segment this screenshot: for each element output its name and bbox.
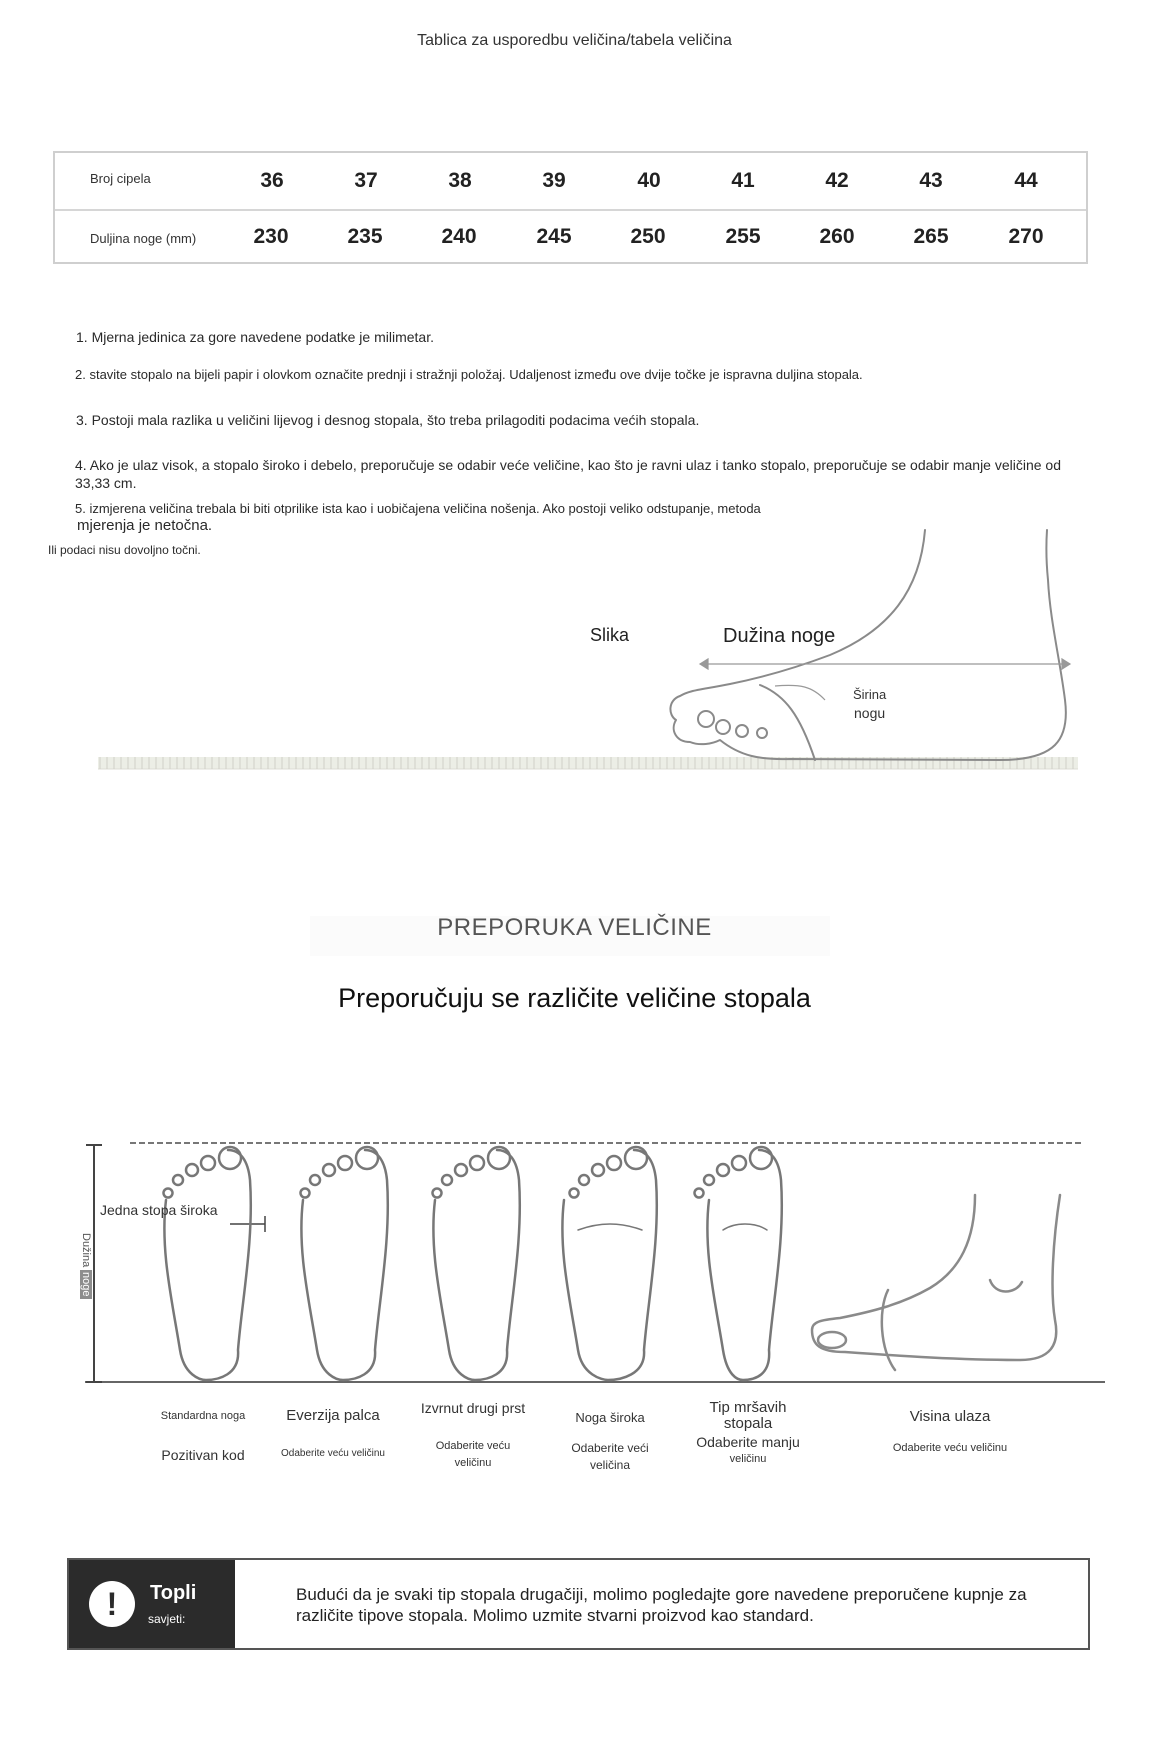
note-5: 5. izmjerena veličina trebala bi biti otprilike ista kao i uobičajena veličina nošenja. Ako postoji veliko odstupanje, metoda xyxy=(75,501,761,516)
table-cell: 41 xyxy=(731,169,755,192)
foot-width-label-2: nogu xyxy=(854,705,886,721)
foot-type-name: Visina ulaza xyxy=(909,1408,991,1425)
table-cell: 43 xyxy=(919,169,943,192)
table-cell: 250 xyxy=(630,225,666,248)
foot-type-advice: Odaberite veću veličinu xyxy=(892,1442,1008,1454)
foot-type-advice: Odaberite manju xyxy=(696,1434,800,1450)
table-cell: 42 xyxy=(825,169,849,192)
foot-type-name: Noga široka xyxy=(575,1410,645,1425)
hallux-valgus-foot-icon xyxy=(301,1147,388,1380)
instep-foot-icon xyxy=(812,1195,1060,1370)
tips-header xyxy=(69,1560,235,1648)
table-cell: 230 xyxy=(253,225,289,248)
table-cell: 270 xyxy=(1008,225,1044,248)
foot-type-advice: Odaberite veću veličinu xyxy=(435,1440,511,1469)
note-3: 3. Postoji mala razlika u veličini lijevog i desnog stopala, što treba prilagoditi podacima većih stopala. xyxy=(76,412,700,428)
row-label-shoe-size: Broj cipela xyxy=(90,171,151,186)
foot-type-advice: Odaberite veći veličina xyxy=(571,1441,649,1472)
length-arrow-icon xyxy=(700,659,1070,669)
exclamation-icon: ! xyxy=(89,1581,135,1627)
foot-type-advice-2: veličinu xyxy=(729,1453,767,1465)
foot-type-name: Everzija palca xyxy=(286,1407,380,1424)
tips-title: Topli xyxy=(150,1582,197,1604)
table-cell: 240 xyxy=(441,225,477,248)
table-cell: 40 xyxy=(637,169,661,192)
length-word: Dužina xyxy=(80,1233,92,1268)
foot-type-name: Standardna noga xyxy=(160,1410,246,1422)
row-label-foot-length: Duljina noge (mm) xyxy=(90,231,197,246)
foot-length-annotation xyxy=(78,1233,92,1299)
standard-foot-icon xyxy=(164,1147,251,1380)
table-cell: 36 xyxy=(260,169,284,192)
page-title: Tablica za usporedbu veličina/tabela veličina xyxy=(417,32,732,49)
table-cell: 260 xyxy=(819,225,855,248)
width-arrow-icon xyxy=(775,685,825,700)
table-cell: 44 xyxy=(1014,169,1038,192)
table-cell: 265 xyxy=(913,225,949,248)
tips-box xyxy=(67,1558,1090,1650)
table-cell: 245 xyxy=(536,225,572,248)
picture-label: Slika xyxy=(590,625,630,645)
width-marker-icon xyxy=(230,1216,265,1232)
table-cell: 37 xyxy=(354,169,378,192)
note-2: 2. stavite stopalo na bijeli papir i olovkom označite prednji i stražnji položaj. Udaljenost između ove dvije točke je ispravna duljina stopala. xyxy=(75,367,863,382)
slim-foot-icon xyxy=(695,1147,782,1380)
foot-type-advice: Pozitivan kod xyxy=(161,1447,245,1463)
length-word-2: noge xyxy=(80,1272,92,1297)
section-subtitle: Preporučuju se različite veličine stopala xyxy=(338,983,811,1013)
foot-type-name: Izvrnut drugi prst xyxy=(420,1400,526,1416)
note-5-tail: Ili podaci nisu dovoljno točni. xyxy=(48,543,201,557)
foot-length-label: Dužina noge xyxy=(723,625,836,647)
foot-width-label: Širina xyxy=(853,687,887,702)
table-cell: 39 xyxy=(542,169,566,192)
wide-foot-icon xyxy=(562,1147,656,1380)
foot-width-annotation: Jedna stopa široka xyxy=(100,1202,218,1218)
second-toe-foot-icon xyxy=(433,1147,520,1380)
section-heading: PREPORUKA VELIČINE xyxy=(437,914,712,941)
table-cell: 255 xyxy=(725,225,761,248)
tips-subtitle: savjeti: xyxy=(148,1612,186,1626)
foot-type-name: Tip mršavih stopala xyxy=(709,1399,787,1432)
foot-type-advice: Odaberite veću veličinu xyxy=(281,1448,385,1459)
note-4: 4. Ako je ulaz visok, a stopalo široko i debelo, preporučuje se odabir veće veličine, kao što je ravni ulaz i tanko stopalo, preporučuje se odabir manje veličine od 33,33 cm. xyxy=(75,457,1062,491)
note-5-continued: mjerenja je netočna. xyxy=(77,517,213,534)
tips-text: Budući da je svaki tip stopala drugačiji, molimo pogledajte gore navedene preporučene kupnje za različite tipove stopala. Molimo uzmite stvarni proizvod kao standard. xyxy=(296,1585,1027,1625)
table-cell: 235 xyxy=(347,225,383,248)
note-1: 1. Mjerna jedinica za gore navedene podatke je milimetar. xyxy=(76,329,434,345)
table-cell: 38 xyxy=(448,169,472,192)
